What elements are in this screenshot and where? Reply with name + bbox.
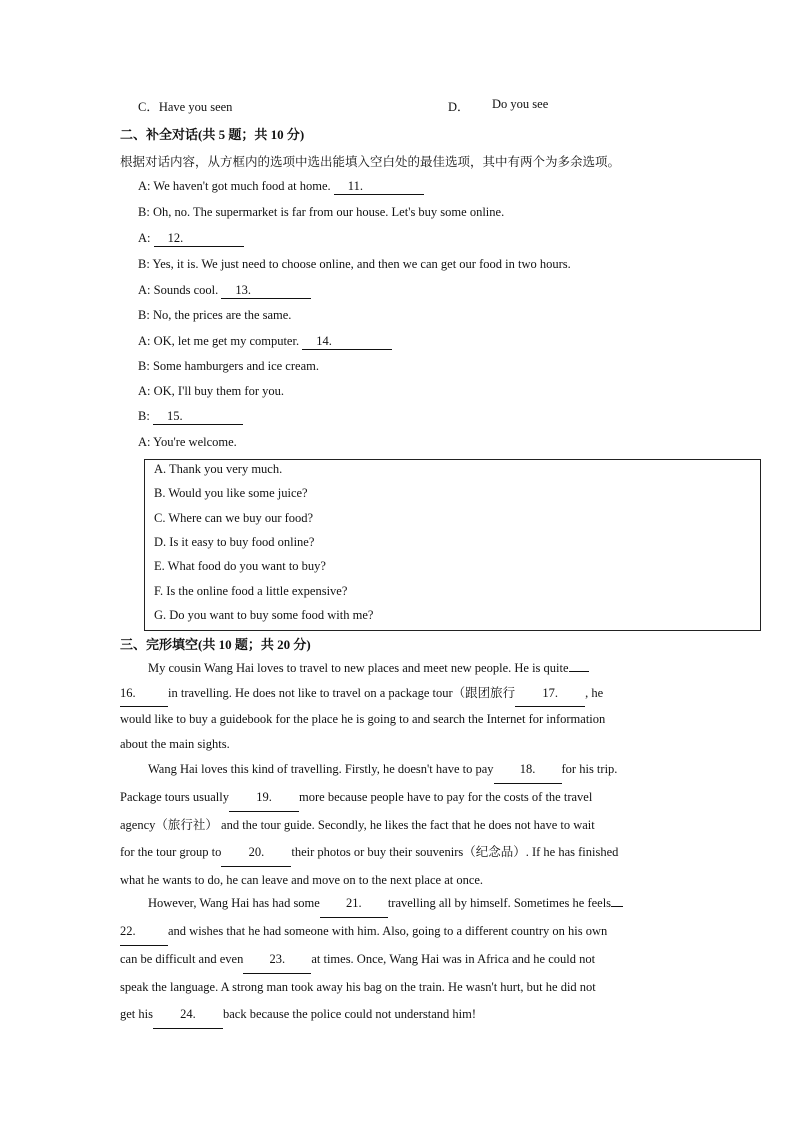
speaker-label: A:: [138, 231, 151, 245]
blank-21[interactable]: 21.: [320, 890, 388, 918]
section3-title: 三、完形填空(共 10 题；共 20 分): [120, 637, 311, 652]
dialogue-line: [138, 384, 284, 399]
blank-19[interactable]: 19.: [229, 784, 299, 812]
p3-line5a: get his: [120, 1007, 153, 1021]
paragraph-3: [120, 890, 680, 1029]
dialogue-text: Yes, it is. We just need to choose online, and then we can get our food in two hours.: [152, 257, 571, 271]
dialogue-line: [138, 435, 237, 450]
blank-16[interactable]: 16.: [120, 681, 168, 707]
p1-line3: would like to buy a guidebook for the place he is going to and search the Internet for information: [120, 712, 606, 726]
speaker-label: A:: [138, 283, 151, 297]
dialogue-text: Some hamburgers and ice cream.: [152, 359, 319, 373]
blank-17[interactable]: 17.: [515, 681, 585, 707]
dialogue-text: No, the prices are the same.: [152, 308, 292, 322]
p2-line1a: Wang Hai loves this kind of travelling. Firstly, he doesn't have to pay: [148, 762, 494, 776]
p1-line1: My cousin Wang Hai loves to travel to new places and meet new people. He is quite: [148, 661, 569, 675]
option-item: A. Thank you very much.: [154, 462, 283, 476]
option-item: B. Would you like some juice?: [154, 486, 308, 501]
answer-blank[interactable]: 12.: [154, 231, 244, 247]
p2-line1b: for his trip.: [561, 762, 618, 776]
p3-line2a: and wishes that he had someone with him. Also, going to a different country on his own: [168, 924, 608, 938]
p2-line5: what he wants to do, he can leave and move on to the next place at once.: [120, 873, 484, 887]
speaker-label: B:: [138, 257, 150, 271]
p2-line4b: their photos or buy their souvenirs（纪念品）. If he has finished: [291, 845, 619, 859]
speaker-label: A:: [138, 435, 151, 449]
p3-line3b: at times. Once, Wang Hai was in Africa and he could not: [311, 952, 596, 966]
p2-line4a: for the tour group to: [120, 845, 222, 859]
prev-option-d: Do you see: [492, 97, 549, 111]
options-box: [144, 459, 761, 631]
dialogue-line: [138, 179, 424, 195]
p1-line4: about the main sights.: [120, 737, 230, 751]
dialogue-line: [138, 409, 243, 425]
dialogue-line: [138, 231, 244, 247]
dialogue-text: Sounds cool.: [153, 283, 219, 297]
answer-blank[interactable]: 15.: [153, 409, 243, 425]
p2-line2b: more because people have to pay for the costs of the travel: [299, 790, 593, 804]
prev-option-c: C．Have you seen: [138, 100, 233, 114]
p1-line2b: , he: [585, 686, 604, 700]
dialogue-text: OK, let me get my computer.: [153, 334, 300, 348]
answer-blank[interactable]: 13.: [221, 283, 311, 299]
blank-18[interactable]: 18.: [494, 756, 562, 784]
dialogue-text: OK, I'll buy them for you.: [153, 384, 284, 398]
speaker-label: B:: [138, 205, 150, 219]
blank-23[interactable]: 23.: [243, 946, 311, 974]
speaker-label: A:: [138, 334, 151, 348]
option-item: F. Is the online food a little expensive?: [154, 583, 348, 598]
option-item: G. Do you want to buy some food with me?: [154, 607, 374, 622]
p3-line4: speak the language. A strong man took away his bag on the train. He wasn't hurt, but he did not: [120, 980, 596, 994]
paragraph-1: [120, 656, 680, 757]
prev-option-d-letter: D．: [448, 100, 470, 114]
blank-24[interactable]: 24.: [153, 1001, 223, 1029]
dialogue-line: [138, 283, 311, 299]
blank-20[interactable]: 20.: [221, 839, 291, 867]
dialogue-text: You're welcome.: [153, 435, 237, 449]
speaker-label: B:: [138, 359, 150, 373]
option-item: C. Where can we buy our food?: [154, 510, 314, 525]
option-item: E. What food do you want to buy?: [154, 559, 326, 574]
dialogue-line: [138, 257, 571, 272]
dialogue-line: [138, 205, 504, 220]
blank-22[interactable]: 22.: [120, 918, 168, 946]
dialogue-line: [138, 359, 319, 374]
answer-blank[interactable]: 11.: [334, 179, 424, 195]
paragraph-2: [120, 756, 680, 894]
speaker-label: A:: [138, 179, 151, 193]
section2-title: 二、补全对话(共 5 题；共 10 分): [120, 127, 305, 142]
section2-instruction: 根据对话内容，从方框内的选项中选出能填入空白处的最佳选项，其中有两个为多余选项。: [120, 155, 621, 169]
option-item: D. Is it easy to buy food online?: [154, 534, 315, 549]
p2-line3: agency（旅行社） and the tour guide. Secondly, he likes the fact that he does not have to wait: [120, 818, 595, 832]
dialogue-text: We haven't got much food at home.: [153, 179, 331, 193]
dialogue-line: [138, 308, 291, 323]
p3-line5b: back because the police could not understand him!: [222, 1007, 477, 1021]
speaker-label: B:: [138, 409, 150, 423]
dialogue-text: Oh, no. The supermarket is far from our house. Let's buy some online.: [152, 205, 505, 219]
p1-line2a: in travelling. He does not like to travel on a package tour（跟团旅行: [168, 686, 516, 700]
p2-line2a: Package tours usually: [120, 790, 230, 804]
speaker-label: A:: [138, 384, 151, 398]
speaker-label: B:: [138, 308, 150, 322]
answer-blank[interactable]: 14.: [302, 334, 392, 350]
p3-line1a: However, Wang Hai has had some: [148, 896, 320, 910]
p3-line1b: travelling all by himself. Sometimes he feels: [387, 896, 612, 910]
dialogue-line: [138, 334, 392, 350]
p3-line3a: can be difficult and even: [120, 952, 244, 966]
